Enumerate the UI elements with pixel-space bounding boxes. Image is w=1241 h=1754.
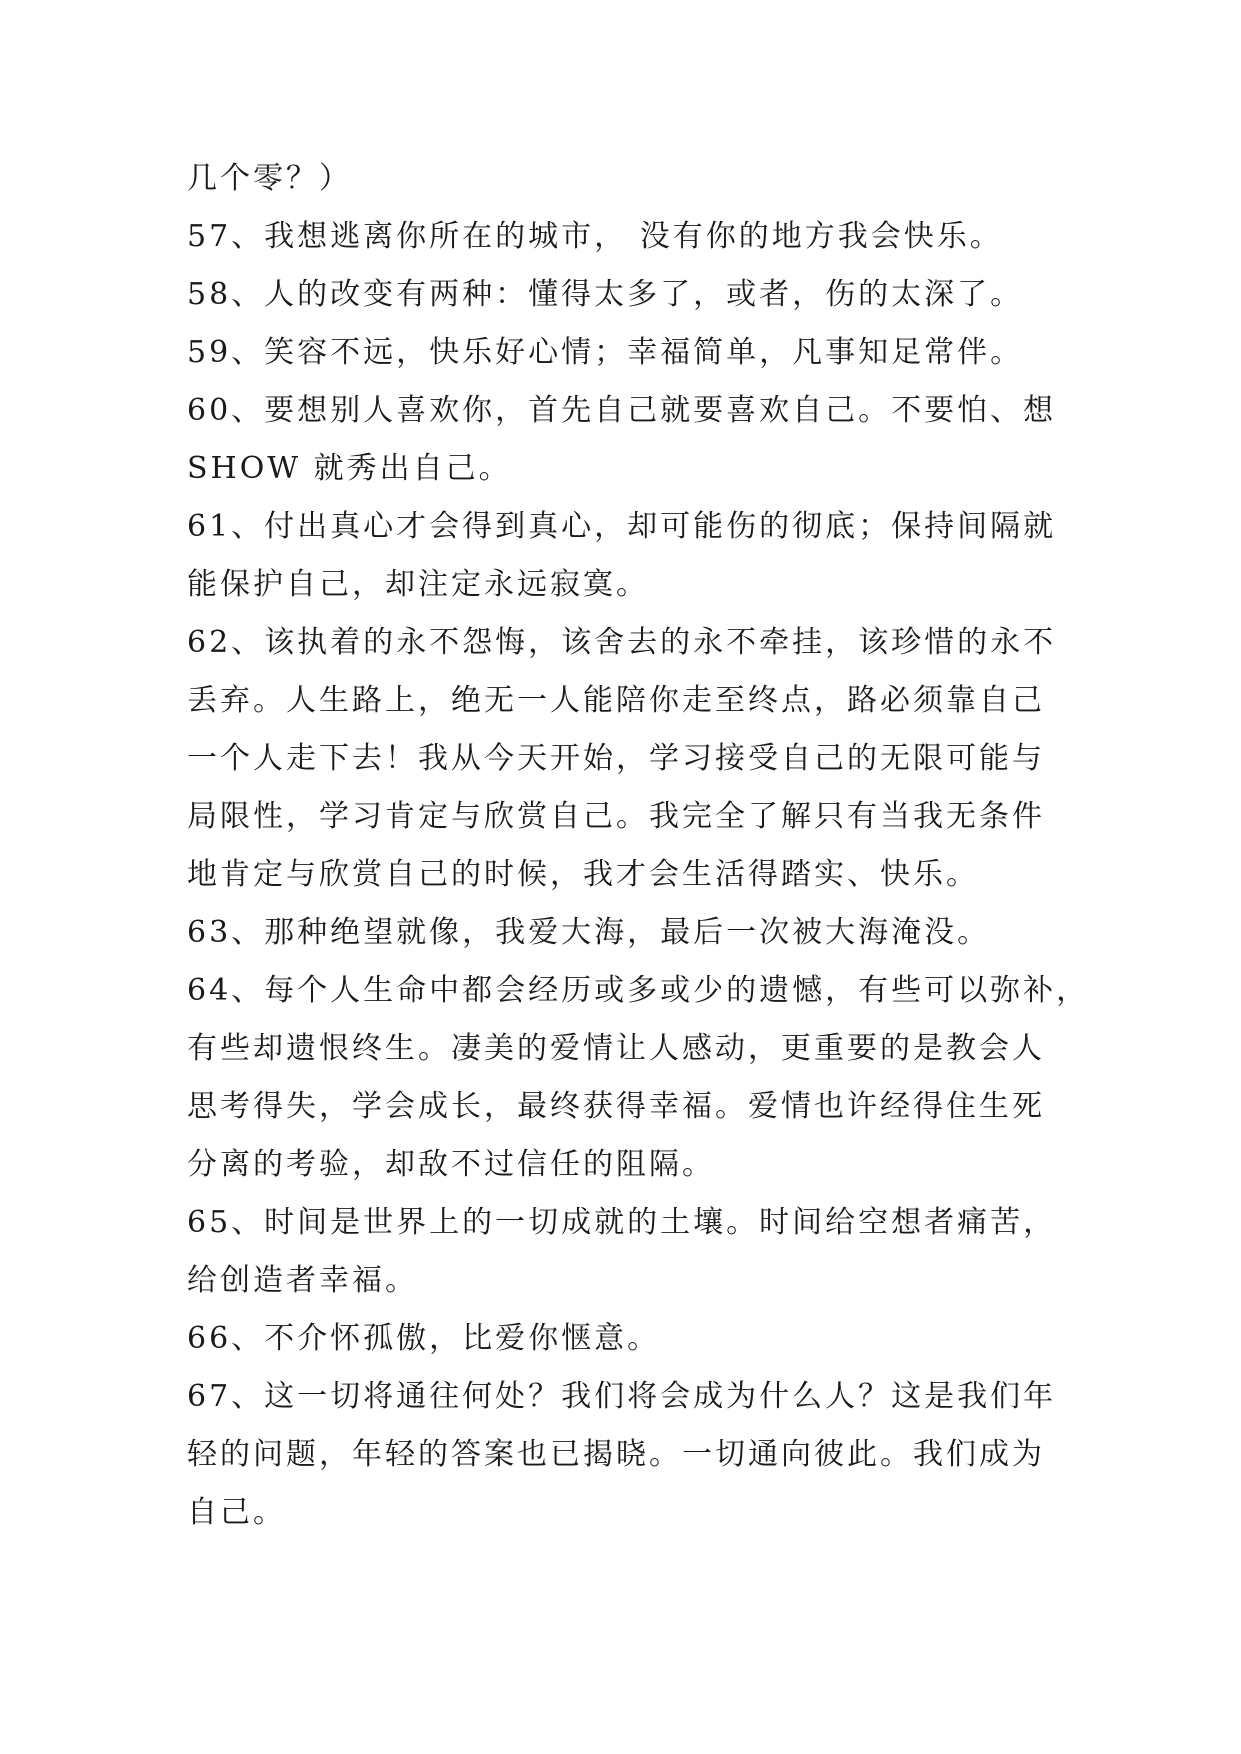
text-line: 有些却遗恨终生。凄美的爱情让人感动，更重要的是教会人 [187, 1031, 1045, 1066]
document-body [187, 150, 1090, 1542]
text-line: 59、笑容不远，快乐好心情；幸福简单，凡事知足常伴。 [187, 335, 1024, 370]
text-line: 63、那种绝望就像，我爱大海，最后一次被大海淹没。 [187, 915, 991, 950]
text-line: 65、时间是世界上的一切成就的土壤。时间给空想者痛苦， [187, 1205, 1057, 1240]
text-line: 58、人的改变有两种：懂得太多了，或者，伤的太深了。 [187, 277, 1024, 312]
text-line: 62、该执着的永不怨悔，该舍去的永不牵挂，该珍惜的永不 [187, 625, 1057, 660]
text-line: 给创造者幸福。 [187, 1263, 418, 1298]
text-line: 丢弃。人生路上，绝无一人能陪你走至终点，路必须靠自己 [187, 683, 1045, 718]
text-line: 轻的问题，年轻的答案也已揭晓。一切通向彼此。我们成为 [187, 1437, 1045, 1472]
text-line: 67、这一切将通往何处？我们将会成为什么人？这是我们年 [187, 1379, 1057, 1414]
text-line: 60、要想别人喜欢你，首先自己就要喜欢自己。不要怕、想 [187, 393, 1057, 428]
text-line: 几个零？） [187, 161, 352, 196]
text-line: 61、付出真心才会得到真心，却可能伤的彻底；保持间隔就 [187, 509, 1057, 544]
text-line: 一个人走下去！我从今天开始，学习接受自己的无限可能与 [187, 741, 1045, 776]
text-line: 分离的考验，却敌不过信任的阻隔。 [187, 1147, 715, 1182]
text-line: SHOW 就秀出自己。 [187, 451, 512, 486]
text-line: 57、我想逃离你所在的城市， 没有你的地方我会快乐。 [187, 219, 1003, 254]
text-line: 64、每个人生命中都会经历或多或少的遗憾，有些可以弥补， [187, 973, 1090, 1008]
text-line: 能保护自己，却注定永远寂寞。 [187, 567, 649, 602]
text-line: 66、不介怀孤傲，比爱你惬意。 [187, 1321, 661, 1356]
text-line: 思考得失，学会成长，最终获得幸福。爱情也许经得住生死 [187, 1089, 1045, 1124]
text-line: 自己。 [187, 1495, 286, 1530]
text-line: 地肯定与欣赏自己的时候，我才会生活得踏实、快乐。 [187, 857, 979, 892]
text-line: 局限性，学习肯定与欣赏自己。我完全了解只有当我无条件 [187, 799, 1045, 834]
